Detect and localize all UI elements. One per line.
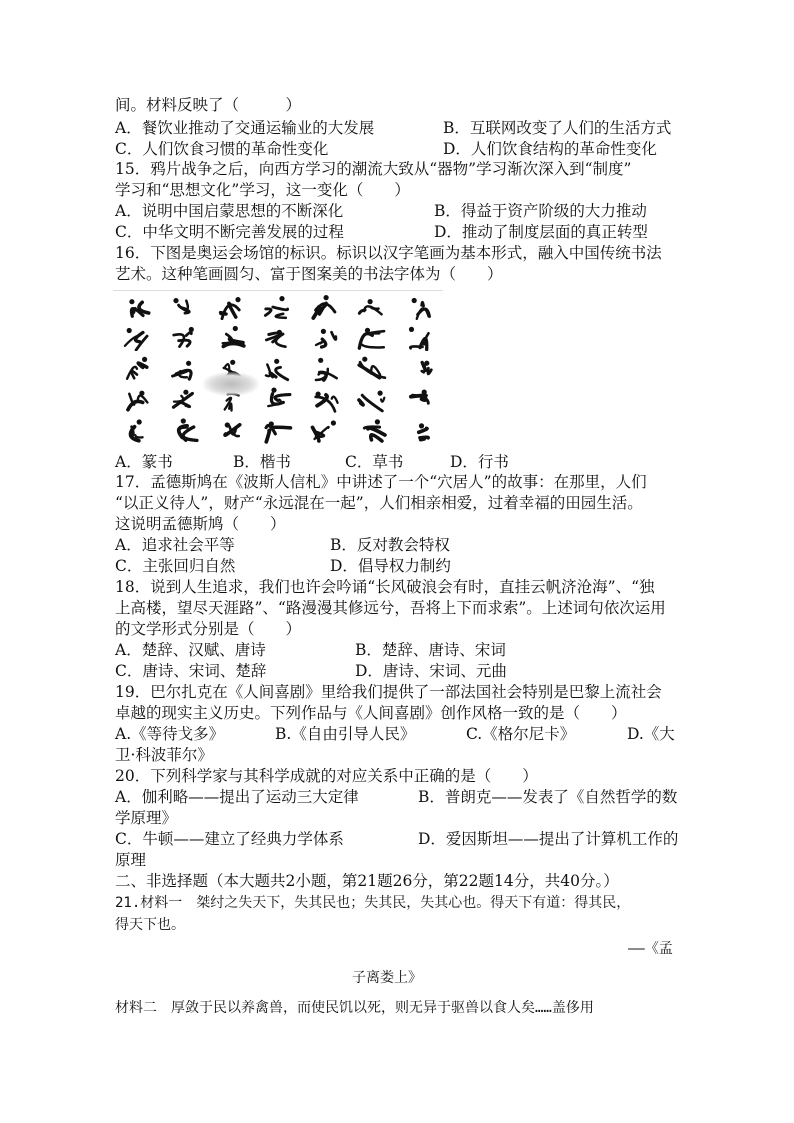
athletics-icon [113,291,160,322]
gymnastics-icon [207,291,254,322]
q14-option-b[interactable]: B．互联网改变了人们的生活方式 [443,119,672,137]
q16-option-a[interactable]: A．篆书 [115,453,173,471]
q16-stem-line2: 艺术。这种笔画圆匀、富于图案美的书法字体为（ ） [115,265,503,283]
q19-option-d-continued: 卫·科波菲尔》 [115,746,213,764]
q15-option-c[interactable]: C．中华文明不断完善发展的过程 [115,223,344,241]
q18-option-a[interactable]: A．楚辞、汉赋、唐诗 [115,641,266,659]
q20-option-b-continued: 学原理》 [115,809,178,827]
q18-option-c[interactable]: C．唐诗、宋词、楚辞 [115,662,267,680]
beach-volleyball-icon [254,415,301,446]
q17-stem-line1: 17．孟德斯鸠在《波斯人信札》中讲述了一个“穴居人”的故事：在那里，人们 [115,473,647,491]
water-polo-icon [207,415,254,446]
q20-option-d-continued: 原理 [115,851,147,869]
q15-stem-line2: 学习和“思想文化”学习，这一变化（ ） [115,181,410,199]
olympic-pictogram-figure [113,290,443,446]
hockey-icon [254,353,301,384]
softball-icon [160,415,207,446]
handball-icon [254,384,301,415]
material-two-line1: 材料二 厚敛于民以养禽兽，而使民饥以死，则无异于驱兽以食人矣……盖侈用 [115,1000,594,1016]
q14-option-d[interactable]: D．人们饮食结构的革命性变化 [443,140,657,158]
q20-option-d[interactable]: D．爱因斯坦——提出了计算机工作的 [418,830,679,848]
q20-option-a[interactable]: A．伽利略——提出了运动三大定律 [115,788,359,806]
mountain-bike-icon [396,353,443,384]
baseball-icon [113,415,160,446]
q16-option-d[interactable]: D．行书 [450,453,509,471]
q20-option-c[interactable]: C．牛顿——建立了经典力学体系 [115,830,344,848]
badminton-icon [160,384,207,415]
taekwondo-icon [113,384,160,415]
q20-stem: 20．下列科学家与其科学成就的对应关系中正确的是（ ） [115,767,538,785]
fencing-icon [349,291,396,322]
q18-stem-line2: 上高楼，望尽天涯路”、“路漫漫其修远兮，吾将上下而求索”。上述词句依次运用 [115,599,666,617]
shooting-icon [160,353,207,384]
q18-stem-line1: 18．说到人生追求，我们也许会吟诵“长风破浪会有时，直挂云帆济沧海”、“独 [115,578,655,596]
boxing-icon [254,322,301,353]
archery-icon [396,291,443,322]
q15-option-a[interactable]: A．说明中国启蒙思想的不断深化 [115,202,344,220]
diving-platform-icon [302,353,349,384]
table-tennis-icon [396,384,443,415]
q19-option-a[interactable]: A.《等待戈多》 [115,725,225,743]
image-smudge [203,372,259,396]
q14-option-c[interactable]: C．人们饮食习惯的革命性变化 [115,140,329,158]
q16-stem-line1: 16．下图是奥运会场馆的标识。标识以汉字笔画为基本形式，融入中国传统书法 [115,244,662,262]
soccer-icon [349,384,396,415]
wrestling-icon [349,322,396,353]
judo-icon [160,322,207,353]
q14-stem-end: 间。材料反映了（ ） [115,96,302,114]
cycling-icon [207,322,254,353]
q17-option-a[interactable]: A．追求社会平等 [115,536,235,554]
q20-option-b[interactable]: B．普朗克——发表了《自然哲学的数 [418,788,678,806]
q19-option-b[interactable]: B.《自由引导人民》 [275,725,416,743]
canoeing-icon [254,291,301,322]
section-heading: 二、非选择题（本大题共2小题，第21题26分，第22题14分，共40分。） [115,872,619,890]
basketball-icon [302,384,349,415]
material-one-source-part1: ——《孟 [628,941,673,957]
triathlon-icon [349,353,396,384]
equestrian-icon [302,322,349,353]
material-one-line2: 得天下也。 [115,917,185,933]
q17-stem-line2: “以正义待人”，财产“永远混在一起”，人们相亲相爱，过着幸福的田园生活。 [115,494,643,512]
q18-stem-line3: 的文学形式分别是（ ） [115,620,302,638]
q14-option-a[interactable]: A．餐饮业推动了交通运输业的大发展 [115,119,375,137]
material-one-source-part2: 子离娄上》 [352,970,422,986]
q19-option-d[interactable]: D.《大 [627,725,675,743]
synchronized-swimming-icon [396,415,443,446]
q18-option-b[interactable]: B．楚辞、唐诗、宋词 [355,641,506,659]
rowing-icon [160,291,207,322]
q17-option-c[interactable]: C．主张回归自然 [115,557,236,575]
q15-stem-line1: 15．鸦片战争之后，向西方学习的潮流大致从“器物”学习渐次深入到“制度” [115,160,632,178]
sailing-icon [396,322,443,353]
q19-stem-line2: 卓越的现实主义历史。下列作品与《人间喜剧》创作风格一致的是（ ） [115,704,627,722]
swimming-icon [113,322,160,353]
q18-option-d[interactable]: D．唐诗、宋词、元曲 [355,662,507,680]
q19-option-c[interactable]: C.《格尔尼卡》 [466,725,576,743]
modern-pentathlon-icon [349,415,396,446]
q19-stem-line1: 19．巴尔扎克在《人间喜剧》里给我们提供了一部法国社会特别是巴黎上流社会 [115,683,662,701]
q15-option-b[interactable]: B．得益于资产阶级的大力推动 [434,202,647,220]
q16-option-c[interactable]: C．草书 [345,453,404,471]
q17-option-b[interactable]: B．反对教会特权 [330,536,450,554]
q17-stem-line3: 这说明孟德斯鸠（ ） [115,515,286,533]
q16-option-b[interactable]: B．楷书 [233,453,291,471]
trampoline-icon [302,415,349,446]
q17-option-d[interactable]: D．倡导权力制约 [330,557,451,575]
material-one-line1: 21.材料一 桀纣之失天下，失其民也；失其民，失其心也。得天下有道：得其民， [115,895,631,911]
q15-option-d[interactable]: D．推动了制度层面的真正转型 [434,223,648,241]
diving-icon [113,353,160,384]
weightlifting-icon [302,291,349,322]
